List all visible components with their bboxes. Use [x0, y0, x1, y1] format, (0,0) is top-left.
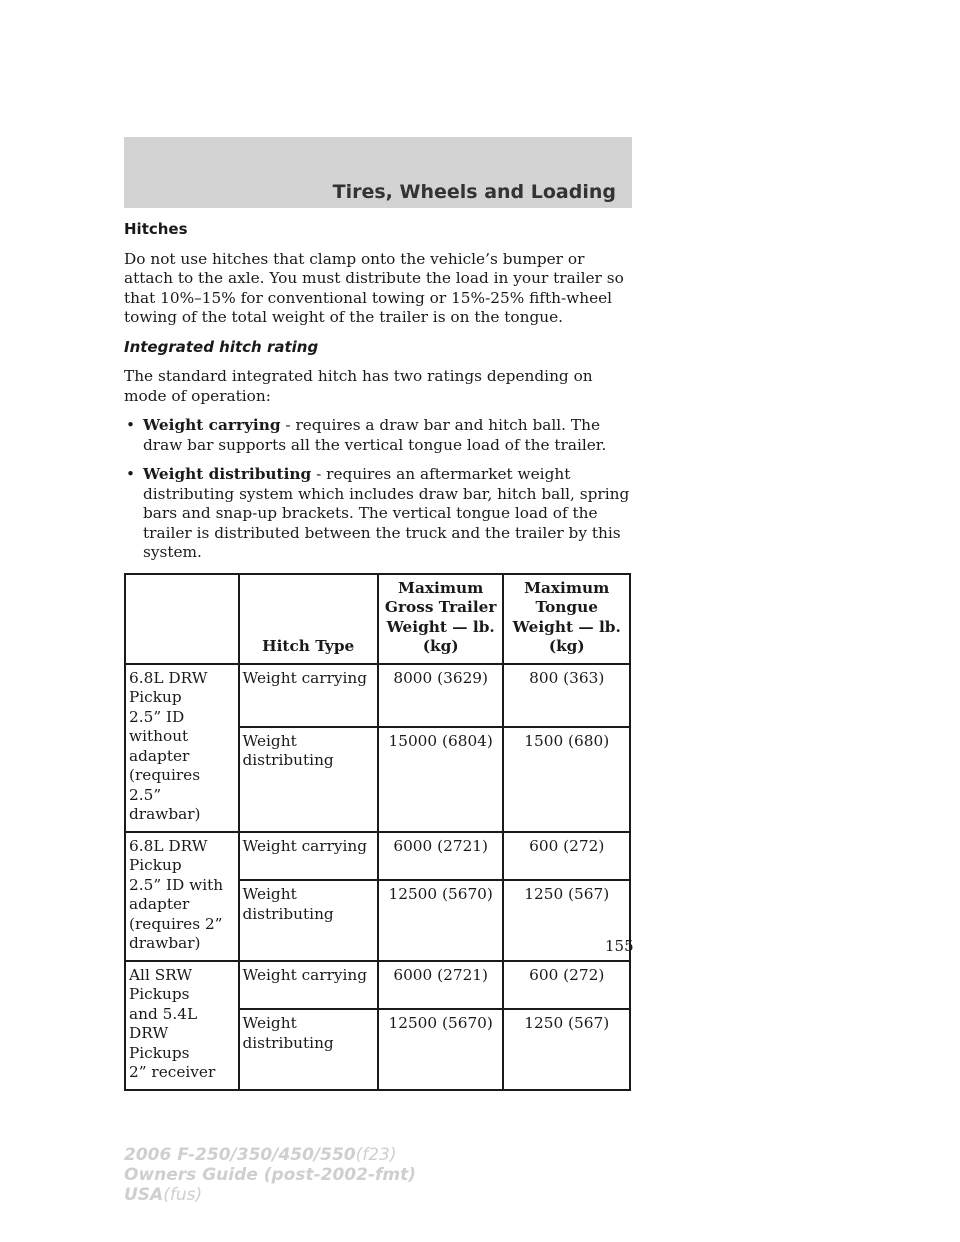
gross-weight-cell: 12500 (5670) — [378, 1009, 504, 1089]
vehicle-line: 2.5” ID with — [129, 875, 224, 894]
vehicle-line: 2.5” ID without — [129, 707, 189, 745]
vehicle-line: (requires 2.5” — [129, 766, 201, 804]
subsection-intro: The standard integrated hitch has two ratings depending on mode of operation: — [124, 367, 593, 405]
footer-guide: Owners Guide (post-2002-fmt) — [124, 1165, 417, 1185]
subsection-heading: Integrated hitch rating — [124, 337, 319, 356]
vehicle-line: All SRW Pickups — [129, 965, 193, 1003]
table-row — [125, 832, 630, 881]
tongue-weight-cell: 1250 (567) — [503, 1009, 630, 1089]
vehicle-line: adapter — [129, 746, 190, 765]
hitch-type-cell: Weight carrying — [239, 832, 378, 881]
vehicle-line: Pickup — [129, 688, 182, 706]
vehicle-cell — [125, 832, 239, 961]
vehicle-cell — [125, 961, 239, 1090]
page-content — [124, 220, 634, 1091]
page-number: 155 — [605, 937, 634, 955]
footer-market-code: (fus) — [163, 1185, 203, 1205]
vehicle-cell — [125, 664, 239, 832]
header-cell-max-gross: Maximum Gross Trailer Weight — lb. (kg) — [378, 574, 504, 664]
tongue-weight-cell: 800 (363) — [503, 664, 630, 727]
gross-weight-cell: 15000 (6804) — [378, 727, 504, 832]
vehicle-line: 6.8L DRW — [129, 668, 208, 687]
hitch-type-cell: Weight distributing — [239, 1009, 378, 1089]
tongue-weight-cell: 1500 (680) — [503, 727, 630, 832]
bullet-weight-carrying — [124, 416, 634, 455]
footer-line-guide — [124, 1165, 416, 1185]
vehicle-line: 2” receiver — [129, 1063, 216, 1081]
hitch-type-cell: Weight carrying — [239, 664, 378, 727]
vehicle-line: 6.8L DRW — [129, 836, 208, 855]
gross-weight-cell: 12500 (5670) — [378, 880, 504, 960]
hitch-rating-table — [124, 573, 631, 1091]
bullet-dot-icon: • — [126, 465, 136, 483]
header-band — [124, 137, 632, 208]
header-cell-max-tongue: Maximum Tongue Weight — lb. (kg) — [503, 574, 630, 664]
footer-imprint — [124, 1145, 416, 1205]
vehicle-line: and 5.4L DRW — [129, 1004, 198, 1042]
bullet-text: - requires a draw bar and hitch ball. The draw bar supports all the vertical tongue load of the trailer. — [143, 416, 607, 454]
footer-model-code: (f23) — [355, 1145, 397, 1165]
bullet-term: Weight carrying — [143, 416, 281, 434]
vehicle-line: (requires 2” — [129, 914, 223, 933]
hitch-type-cell: Weight distributing — [239, 727, 378, 832]
bullet-dot-icon: • — [126, 416, 136, 434]
vehicle-line: adapter — [129, 895, 190, 913]
vehicle-line: Pickup — [129, 856, 182, 874]
chapter-title: Tires, Wheels and Loading — [332, 181, 616, 203]
table-header-row — [125, 574, 630, 664]
table-row — [125, 664, 630, 727]
hitch-type-cell: Weight distributing — [239, 880, 378, 960]
table-row — [125, 961, 630, 1010]
vehicle-line: drawbar) — [129, 805, 201, 823]
footer-line-market — [124, 1185, 416, 1205]
hitch-type-cell: Weight carrying — [239, 961, 378, 1010]
gross-weight-cell: 6000 (2721) — [378, 961, 504, 1010]
section-heading: Hitches — [124, 220, 188, 238]
gross-weight-cell: 8000 (3629) — [378, 664, 504, 727]
gross-weight-cell: 6000 (2721) — [378, 832, 504, 881]
bullet-text: - requires an aftermarket weight distributing system which includes draw bar, hitch ball, spring bars and snap-up brackets. The vertical tongue load of the trailer is distributed between the truck and the trailer by this system. — [143, 465, 630, 561]
tongue-weight-cell: 600 (272) — [503, 832, 630, 881]
tongue-weight-cell: 600 (272) — [503, 961, 630, 1010]
tongue-weight-cell: 1250 (567) — [503, 880, 630, 960]
section-intro: Do not use hitches that clamp onto the vehicle’s bumper or attach to the axle. You must distribute the load in your trailer so that 10%–15% for conventional towing or 15%-25% fifth-wheel towing of the total weight of the trailer is on the tongue. — [124, 249, 624, 326]
bullet-weight-distributing — [124, 465, 634, 563]
header-cell-vehicle — [125, 574, 239, 664]
footer-line-model — [124, 1145, 416, 1165]
bullet-term: Weight distributing — [143, 465, 312, 483]
footer-model: 2006 F-250/350/450/550 — [124, 1145, 356, 1165]
vehicle-line: drawbar) — [129, 934, 201, 952]
header-cell-hitch-type: Hitch Type — [239, 574, 378, 664]
footer-market: USA — [124, 1185, 164, 1205]
vehicle-line: Pickups — [129, 1043, 190, 1062]
